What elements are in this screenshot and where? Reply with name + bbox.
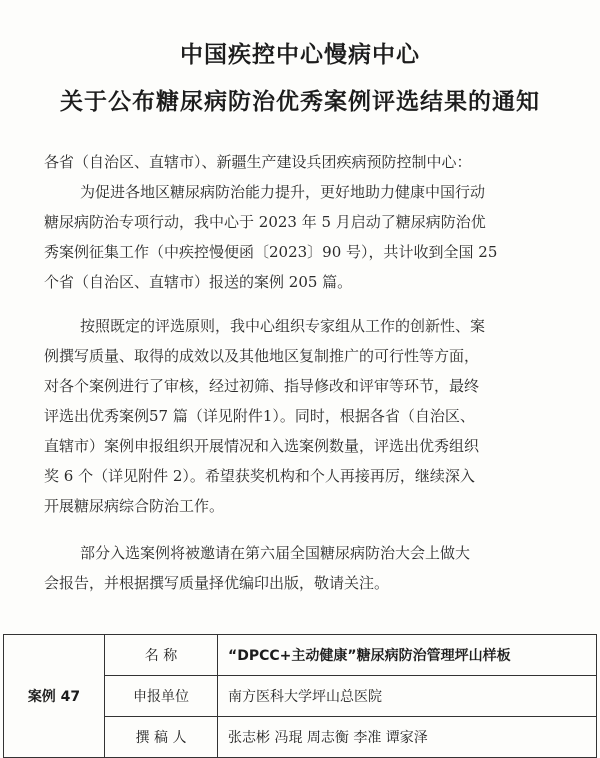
paragraph-line: 奖 6 个（详见附件 2）。希望获奖机构和个人再接再厉，继续深入 <box>44 467 475 485</box>
paragraph-line: 例撰写质量、取得的成效以及其他地区复制推广的可行性等方面， <box>44 347 480 365</box>
case-name-value: “DPCC+主动健康”糖尿病防治管理坪山样板 <box>218 635 597 676</box>
salutation-line: 各省（自治区、直辖市）、新疆生产建设兵团疾病预防控制中心： <box>44 153 472 171</box>
paragraph-line: 秀案例征集工作（中疾控慢便函〔2023〕90 号），共计收到全国 25 <box>44 243 498 261</box>
document-title-line1: 中国疾控中心慢病中心 <box>180 42 420 68</box>
paragraph-line: 会报告，并根据撰写质量择优编印出版，敬请关注。 <box>44 574 390 592</box>
field-label-applicant: 申报单位 <box>105 676 218 717</box>
case-id-cell: 案例 47 <box>4 635 105 758</box>
paragraph-line: 为促进各地区糖尿病防治能力提升，更好地助力健康中国行动 <box>80 183 486 201</box>
paragraph-line: 糖尿病防治专项行动，我中心于 2023 年 5 月启动了糖尿病防治优 <box>44 213 486 231</box>
paragraph-line: 按照既定的评选原则，我中心组织专家组从工作的创新性、案 <box>80 317 486 335</box>
paragraph-line: 开展糖尿病综合防治工作。 <box>44 497 225 515</box>
paragraph-line: 直辖市）案例申报组织开展情况和入选案例数量，评选出优秀组织 <box>44 437 480 455</box>
field-label-name: 名 称 <box>105 635 218 676</box>
paragraph-1 <box>44 177 564 297</box>
applicant-value: 南方医科大学坪山总医院 <box>218 676 597 717</box>
paragraph-2 <box>44 311 564 521</box>
salutation <box>44 147 564 177</box>
table-row <box>4 635 597 676</box>
field-label-authors: 撰 稿 人 <box>105 717 218 758</box>
paragraph-line: 评选出优秀案例57 篇（详见附件1）。同时，根据各省（自治区、 <box>44 407 475 425</box>
paragraph-3 <box>44 538 564 598</box>
paragraph-line: 个省（自治区、直辖市）报送的案例 205 篇。 <box>44 273 353 291</box>
document-title-line2: 关于公布糖尿病防治优秀案例评选结果的通知 <box>60 89 540 115</box>
paragraph-line: 部分入选案例将被邀请在第六届全国糖尿病防治大会上做大 <box>80 544 471 562</box>
authors-value: 张志彬 冯琨 周志衡 李准 谭家泽 <box>218 717 597 758</box>
paragraph-line: 对各个案例进行了审核，经过初筛、指导修改和评审等环节，最终 <box>44 377 480 395</box>
case-table <box>3 634 597 758</box>
